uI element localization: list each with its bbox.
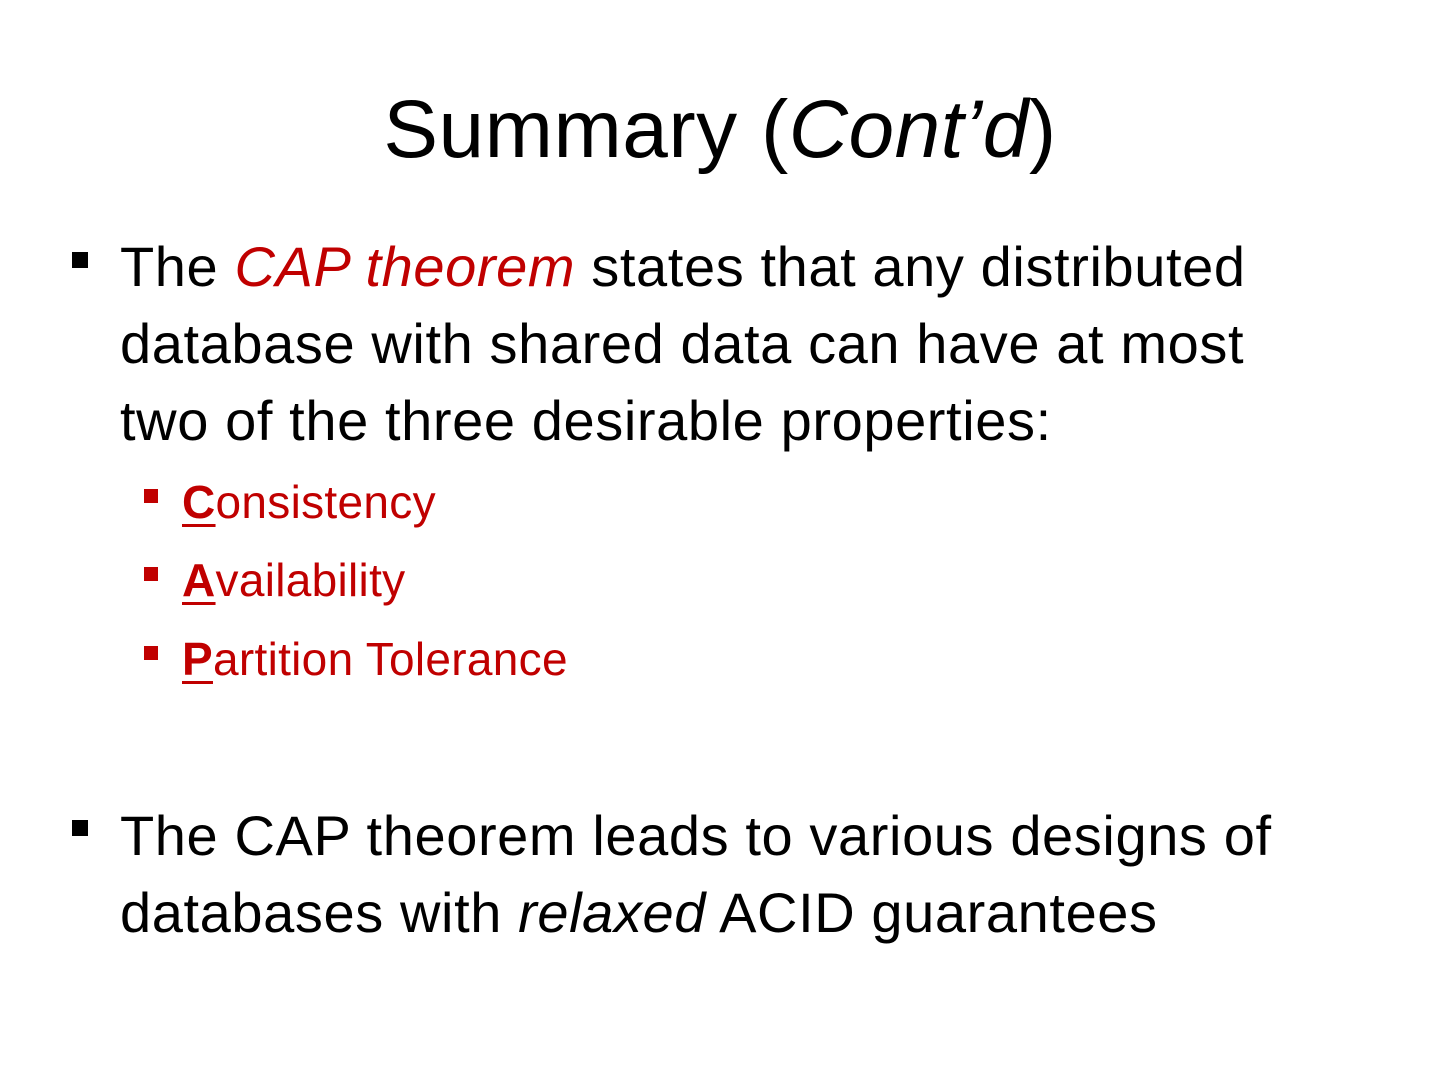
bullet-2-line-2-post: ACID guarantees [706, 881, 1158, 944]
bullet-marker-1 [72, 252, 88, 268]
property-rest: artition Tolerance [212, 633, 568, 685]
property-availability [182, 550, 405, 610]
relaxed-term: relaxed [518, 881, 707, 944]
slide-title [0, 80, 1440, 180]
bullet-1-line-3: two of the three desirable properties: [120, 389, 1052, 452]
bullet-2-line-1: The CAP theorem leads to various designs of [120, 804, 1272, 867]
property-initial: A [182, 554, 216, 606]
bullet-2-line-2-pre: databases with [120, 881, 519, 944]
property-rest: onsistency [215, 476, 436, 528]
property-initial: C [182, 476, 216, 528]
bullet-cap-designs [120, 797, 1420, 951]
title-suffix: ) [1028, 84, 1057, 175]
sub-marker-availability [144, 567, 158, 581]
bullet-cap-theorem [120, 228, 1410, 459]
sub-marker-consistency [144, 489, 158, 503]
sub-marker-partition-tolerance [144, 646, 158, 660]
title-prefix: Summary ( [383, 84, 789, 175]
bullet-1-lead: The [120, 235, 235, 298]
bullet-2-line-2 [120, 874, 1420, 951]
property-rest: vailability [215, 554, 406, 606]
property-initial: P [182, 633, 213, 685]
property-partition-tolerance [182, 629, 568, 689]
bullet-marker-2 [72, 820, 88, 836]
property-consistency [182, 472, 436, 532]
title-italic: Cont’d [788, 84, 1029, 175]
bullet-1-line-1 [120, 228, 1410, 305]
cap-theorem-term: CAP theorem [234, 235, 576, 298]
bullet-1-line-1-rest: states that any distributed [575, 235, 1246, 298]
bullet-1-line-2: database with shared data can have at most [120, 312, 1245, 375]
